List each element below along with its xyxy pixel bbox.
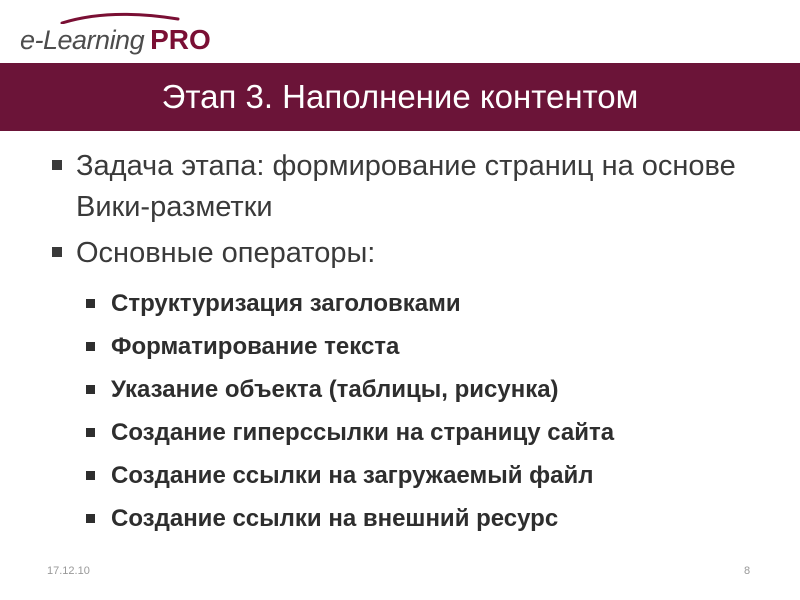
bullet-square-icon — [52, 247, 62, 257]
sub-bullet-square-icon — [86, 385, 95, 394]
bullet-item — [0, 146, 800, 228]
logo-text — [20, 24, 211, 56]
sub-bullet-text: Структуризация заголовками — [111, 290, 461, 317]
sub-bullet-list — [0, 282, 800, 540]
sub-bullet-text: Создание гиперссылки на страницу сайта — [111, 419, 615, 446]
sub-bullet-item — [0, 497, 800, 540]
elearning-pro-logo — [20, 10, 235, 56]
slide-content — [0, 146, 800, 540]
sub-bullet-square-icon — [86, 342, 95, 351]
sub-bullet-square-icon — [86, 471, 95, 480]
title-band — [0, 63, 800, 131]
bullet-text: Задача этапа: формирование страниц на основе Вики-разметки — [76, 150, 736, 223]
logo-main-text: e-Learning — [20, 25, 145, 55]
sub-bullet-item — [0, 368, 800, 411]
sub-bullet-text: Создание ссылки на загружаемый файл — [111, 462, 594, 489]
bullet-square-icon — [52, 160, 62, 170]
footer-date: 17.12.10 — [47, 565, 90, 577]
sub-bullet-item — [0, 411, 800, 454]
slide-title: Этап 3. Наполнение контентом — [161, 78, 639, 115]
page-number: 8 — [744, 565, 751, 577]
logo-pro-text: PRO — [150, 24, 211, 55]
sub-bullet-item — [0, 282, 800, 325]
sub-bullet-text: Форматирование текста — [111, 333, 400, 360]
sub-bullet-square-icon — [86, 514, 95, 523]
bullet-text: Основные операторы: — [76, 237, 376, 269]
sub-bullet-text: Указание объекта (таблицы, рисунка) — [111, 376, 559, 403]
sub-bullet-text: Создание ссылки на внешний ресурс — [111, 505, 559, 532]
sub-bullet-square-icon — [86, 299, 95, 308]
sub-bullet-item — [0, 454, 800, 497]
sub-bullet-square-icon — [86, 428, 95, 437]
sub-bullet-item — [0, 325, 800, 368]
bullet-item — [0, 233, 800, 274]
logo-swoosh-icon — [60, 10, 180, 24]
